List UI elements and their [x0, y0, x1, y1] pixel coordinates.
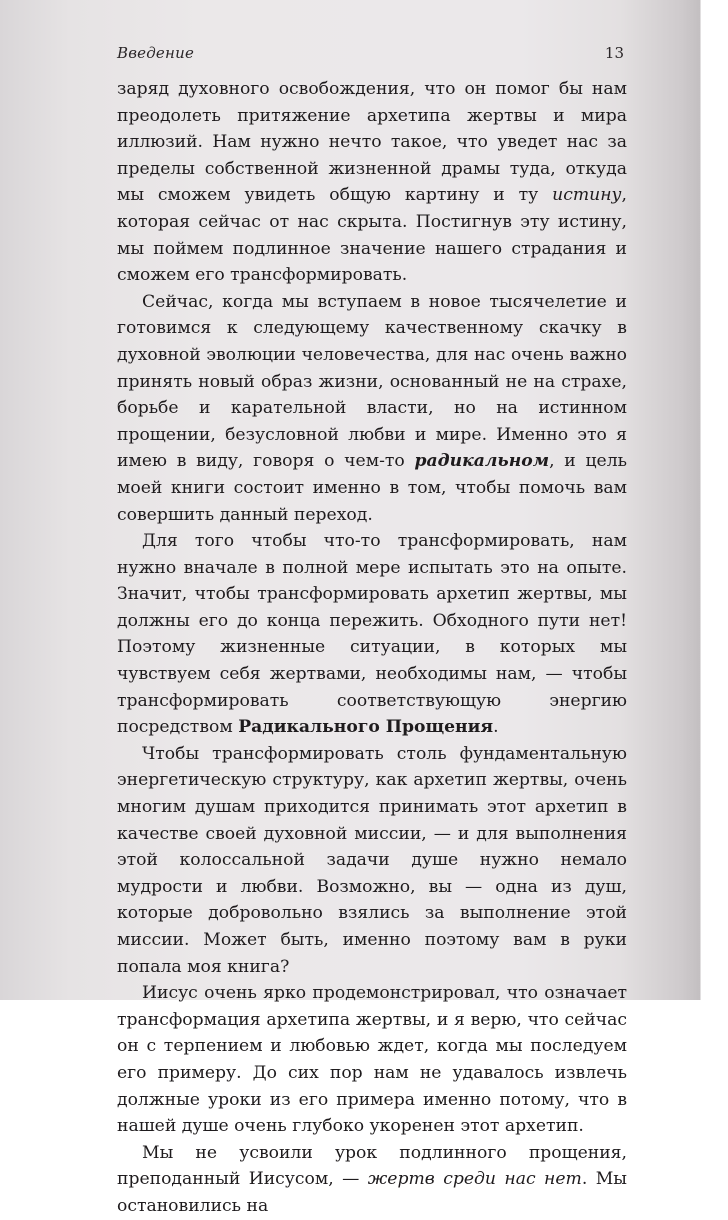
emphasized-text: радикальном — [414, 451, 550, 472]
text-run: , и цель моей книги состоит именно в том, чтобы помочь вам совершить данный переход. — [117, 451, 627, 525]
text-run: Для того чтобы что-то трансформировать, нам нужно вначале в полной мере испытать это на опыте. Значит, чтобы трансформировать архетип жертвы, мы должны его до конца пережить. Обходного пути нет! Поэтому жизненные ситуации, в которых мы чувствуем себя жертвами, необходимы нам, — чтобы трансформировать соответствующую энергию посредством — [117, 531, 627, 738]
paragraph — [117, 528, 627, 741]
text-run: . Мы остановились на — [117, 1169, 627, 1216]
text-run: , которая сейчас от нас скрыта. Постигнув эту истину, мы поймем подлинное значение нашего страдания и сможем его трансформировать. — [117, 185, 627, 286]
text-run: Сейчас, когда мы вступаем в новое тысячелетие и готовимся к следующему качественному скачку в духовной эволюции человечества, для нас очень важно принять новый образ жизни, основанный не на страхе, борьбе и карательной власти, но на истинном прощении, безусловной любви и мире. Именно это я имею в виду, говоря о чем-то — [117, 291, 627, 472]
paragraph — [117, 980, 627, 1140]
emphasized-text: истину — [552, 185, 622, 206]
running-title: Введение — [117, 44, 195, 62]
paragraph — [117, 741, 627, 980]
paragraph — [117, 1140, 627, 1220]
text-run: Мы не усвоили урок подлинного прощения, преподанный Иисусом, — — [117, 1142, 627, 1190]
page-number: 13 — [604, 44, 624, 62]
text-run: . — [493, 717, 499, 738]
text-run: Чтобы трансформировать столь фундаментальную энергетическую структуру, как архетип жертвы, очень многим душам приходится принимать этот архетип в качестве своей духовной миссии, — и для выполнения этой колоссальной задачи душе нужно немало мудрости и любви. Возможно, вы — одна из душ, которые добровольно взялись за выполнение этой миссии. Может быть, именно поэтому вам в руки попала моя книга? — [117, 743, 627, 977]
emphasized-text: Радикального Прощения — [238, 717, 494, 738]
text-run: Иисус очень ярко продемонстрировал, что означает трансформация архетипа жертвы, и я верю, что сейчас он с терпением и любовью ждет, когда мы последуем его примеру. До сих пор нам не удавалось извлечь должные уроки из его примера именно потому, что в нашей душе очень глубоко укоренен этот архетип. — [117, 983, 627, 1137]
body-text — [117, 76, 627, 1220]
text-run: заряд духовного освобождения, что он помог бы нам преодолеть притяжение архетипа жертвы и мира иллюзий. Нам нужно нечто такое, что уведет нас за пределы собственной жизненной драмы туда, откуда мы сможем увидеть общую картину и ту — [117, 79, 627, 206]
page-header — [117, 44, 627, 66]
paragraph — [117, 76, 627, 289]
paragraph — [117, 289, 627, 528]
emphasized-text: жертв среди нас нет — [367, 1169, 582, 1190]
